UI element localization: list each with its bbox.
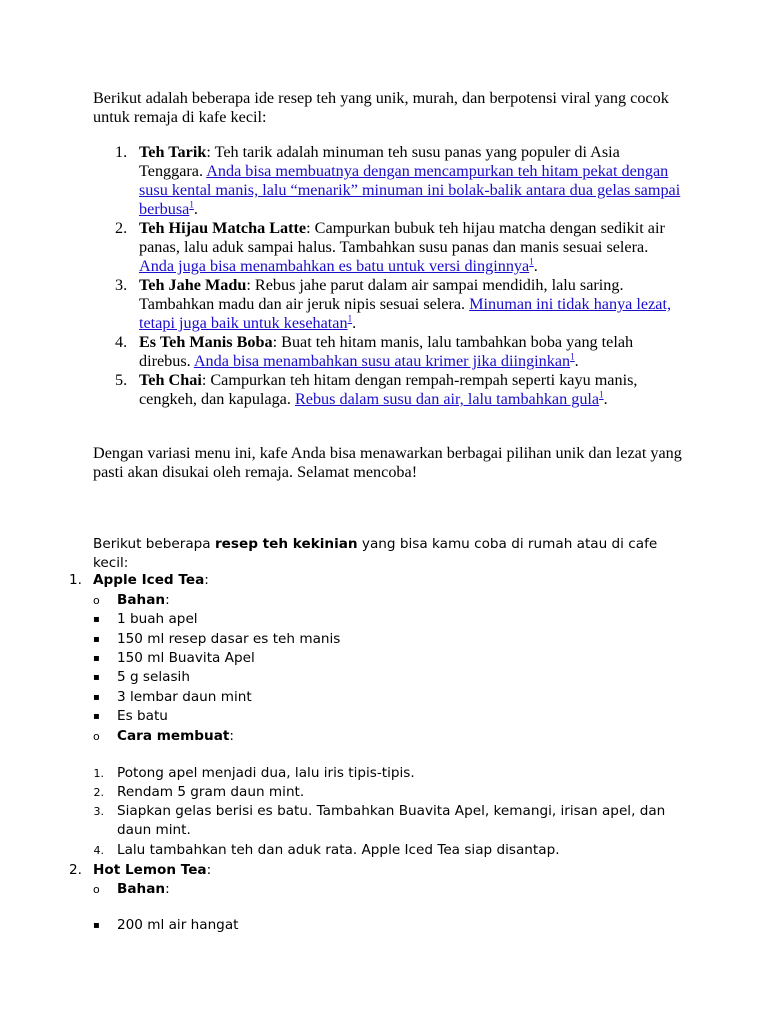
footnote-ref[interactable]: 1: [570, 351, 575, 362]
circle-bullet-icon: o: [93, 594, 100, 607]
item-title: Teh Jahe Madu: [139, 276, 247, 294]
item-title: Teh Tarik: [139, 143, 207, 161]
list-item-teh-chai: 5. Teh Chai: Campurkan teh hitam dengan rempah-rempah seperti kayu manis, cengkeh, dan kapulaga. Rebus dalam susu dan air, lalu tambahkan gula$^1$.: [115, 371, 638, 408]
item-title: Teh Hijau Matcha Latte: [139, 219, 307, 237]
citation-link[interactable]: Anda juga bisa menambahkan es batu untuk versi dinginnya: [139, 257, 530, 275]
circle-bullet-icon: o: [93, 883, 100, 896]
list-item-matcha-latte: 2. Teh Hijau Matcha Latte: Campurkan bubuk teh hijau matcha dengan sedikit air panas, lalu aduk sampai halus. Tambahkan susu panas dan manis sesuai selera. Anda juga bisa menambahkan es batu untuk versi dinginnya$^1$.: [115, 219, 665, 275]
square-bullet-icon: ▪: [93, 634, 100, 645]
square-bullet-icon: ▪: [93, 653, 100, 664]
square-bullet-icon: ▪: [93, 672, 100, 683]
list-item-manis-boba: 4. Es Teh Manis Boba: Buat teh hitam manis, lalu tambahkan boba yang telah direbus. Anda bisa menambahkan susu atau krimer jika diinginkan$^1$.: [115, 333, 634, 370]
recipe-title: Hot Lemon Tea: [93, 862, 207, 878]
footnote-ref[interactable]: 1: [529, 256, 534, 267]
citation-link[interactable]: Minuman ini tidak hanya lezat, tetapi juga baik untuk kesehatan: [139, 295, 671, 332]
footnote-ref[interactable]: 1: [189, 199, 194, 210]
citation-link[interactable]: Anda bisa menambahkan susu atau krimer jika diinginkan: [193, 352, 571, 370]
document-page: Berikut adalah beberapa ide resep teh yang unik, murah, dan berpotensi viral yang cocok untuk remaja di kafe kecil: 1. Teh Tarik: Teh tarik adalah minuman teh susu panas yang populer di Asia Tenggara. Anda bisa membuatnya dengan mencampurkan teh hitam pekat dengan susu kental manis, lalu “menarik” minuman ini bolak-balik antara dua gelas sampai berbusa$^1$. 2. Teh Hijau Matcha Latte: Campurkan bubuk teh hijau matcha dengan sedikit air panas, lalu aduk sampai halus. Tambahkan susu panas dan manis sesuai selera. Anda juga bisa menambahkan es batu untuk versi dinginnya$^1$. 3. Teh Jahe Madu: Rebus jahe parut dalam air sampai mendidih, lalu saring. Tambahkan madu dan air jeruk nipis sesuai selera. Minuman ini tidak hanya lezat, tetapi juga baik untuk kesehatan$^1$. 4. Es Teh Manis Boba: Buat teh hitam manis, lalu tambahkan boba yang telah direbus. Anda bisa menambahkan susu atau krimer jika diinginkan$^1$. 5. Teh Chai: Campurkan teh hitam dengan rempah-rempah seperti kayu manis, cengkeh, dan kapulaga. Rebus dalam susu dan air, lalu tambahkan gula$^1$. Dengan variasi menu ini, kafe Anda bisa menawarkan berbagai pilihan unik dan lezat yang pasti akan disukai oleh remaja. Selamat mencoba! Berikut beberapa resep teh kekinian yang bisa kamu coba di rumah atau di cafe kecil: 1. Apple Iced Tea: o Bahan: ▪ 1 buah apel ▪ 150 ml resep dasar es teh manis ▪ 150 ml Buavita Apel ▪ 5 g selasih ▪ 3 lembar daun mint ▪ Es batu o Cara membuat: 1. Potong apel menjadi dua, lalu iris tipis-tipis. 2. Rendam 5 gram daun mint. 3. Siapkan gelas berisi es batu. Tambahkan Buavita Apel, kemangi, irisan apel, dan daun mint. 4. Lalu tambahkan teh dan aduk rata. Apple Iced Tea siap disantap. 2. Hot Lemon Tea: o Bahan: ▪ 200 ml air hangat: [69, 89, 682, 933]
item-title: Es Teh Manis Boba: [139, 333, 273, 351]
square-bullet-icon: ▪: [93, 920, 100, 931]
list-item-jahe-madu: 3. Teh Jahe Madu: Rebus jahe parut dalam air sampai mendidih, lalu saring. Tambahkan madu dan air jeruk nipis sesuai selera. Minuman ini tidak hanya lezat, tetapi juga baik untuk kesehatan$^1$.: [115, 276, 671, 332]
recipe-title: Apple Iced Tea: [93, 572, 205, 588]
circle-bullet-icon: o: [93, 730, 100, 743]
square-bullet-icon: ▪: [93, 692, 100, 703]
tea-ideas-list: [93, 143, 683, 409]
citation-link[interactable]: Anda bisa membuatnya dengan mencampurkan teh hitam pekat dengan susu kental manis, lalu “menarik” minuman ini bolak-balik antara dua gelas sampai berbusa: [139, 162, 681, 218]
recipes-intro: Berikut beberapa resep teh kekinian yang bisa kamu coba di rumah atau di cafe kecil:: [93, 536, 658, 571]
footnote-ref[interactable]: 1: [347, 313, 353, 324]
list-item-teh-tarik: 1. Teh Tarik: Teh tarik adalah minuman teh susu panas yang populer di Asia Tenggara. Anda bisa membuatnya dengan mencampurkan teh hitam pekat dengan susu kental manis, lalu “menarik” minuman ini bolak-balik antara dua gelas sampai berbusa$^1$.: [115, 143, 681, 218]
intro-paragraph: Berikut adalah beberapa ide resep teh yang unik, murah, dan berpotensi viral yang cocok untuk remaja di kafe kecil:: [93, 89, 669, 126]
square-bullet-icon: ▪: [93, 614, 100, 625]
footnote-ref[interactable]: 1: [599, 389, 604, 400]
square-bullet-icon: ▪: [93, 711, 100, 722]
citation-link[interactable]: Rebus dalam susu dan air, lalu tambahkan gula: [294, 390, 600, 408]
item-title: Teh Chai: [139, 371, 202, 389]
closing-paragraph: Dengan variasi menu ini, kafe Anda bisa menawarkan berbagai pilihan unik dan lezat yang pasti akan disukai oleh remaja. Selamat mencoba!: [93, 444, 682, 481]
